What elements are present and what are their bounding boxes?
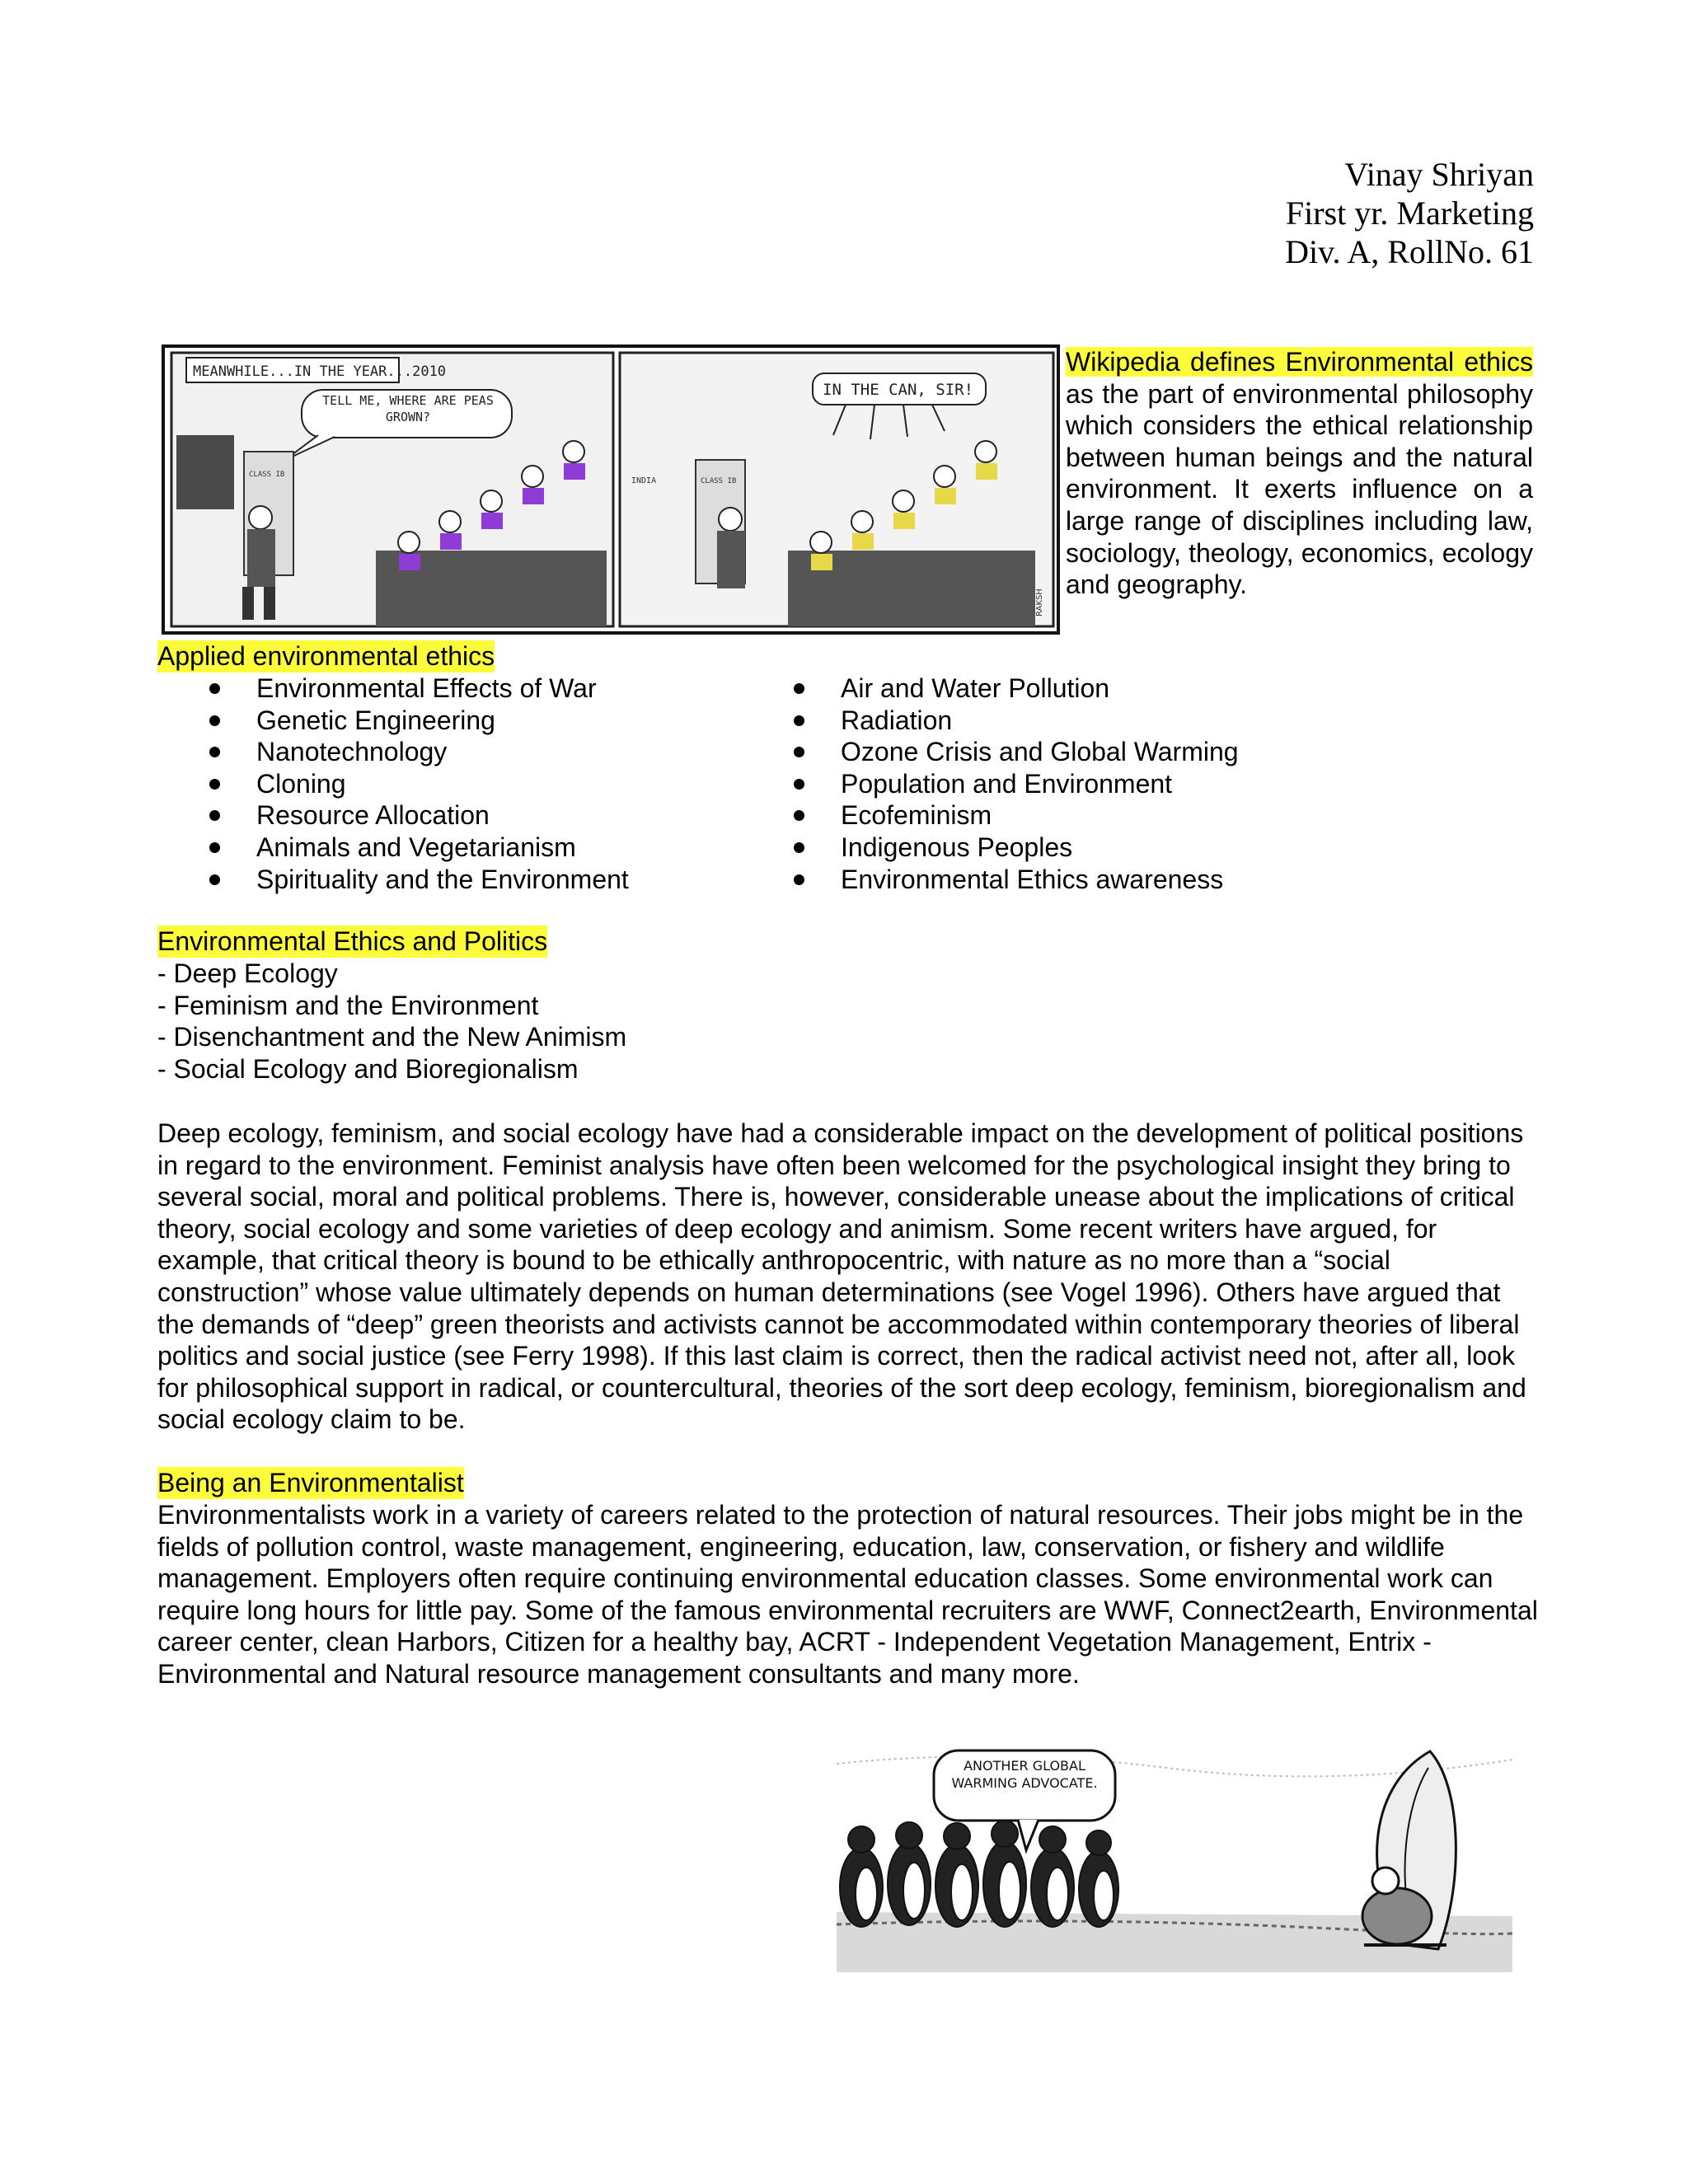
list-item: Ecofeminism [742,799,1239,832]
intro-highlight: Wikipedia defines Environmental ethics [1066,347,1533,377]
penguin-bubble-text: ANOTHER GLOBAL WARMING ADVOCATE. [951,1758,1098,1791]
penguin-cartoon [837,1739,1512,1972]
bullet-icon [794,683,804,694]
politics-heading: Environmental Ethics and Politics [157,926,548,956]
politics-list [157,958,626,1085]
applied-left-list [157,673,629,895]
teacher-bubble-text: TELL ME, WHERE ARE PEAS GROWN? [322,393,494,424]
list-item: Nanotechnology [157,736,629,768]
list-item: Resource Allocation [157,799,629,832]
intro-paragraph [1066,346,1533,601]
list-item: - Social Ecology and Bioregionalism [157,1053,579,1084]
bullet-icon [209,715,220,726]
environmentalist-heading: Being an Environmentalist [157,1468,464,1497]
map-label: INDIA [631,476,657,485]
bullet-icon [794,747,804,757]
politics-paragraph: Deep ecology, feminism, and social ecology have had a considerable impact on the development of political positions in regard to the environment. Feminist analysis have often been welcomed for the psychological insight they bring to several social, moral and political problems. There is, however, considerable unease about the implications of critical theory, social ecology and some varieties of deep ecology and animism. Some recent writers have argued, for example, that critical theory is bound to be ethically anthropocentric, with nature as no more than a “social construction” whose value ultimately depends on human determinations (see Vogel 1996). Others have argued that the demands of “deep” green theorists and activists cannot be accommodated within contemporary theories of liberal politics and social justice (see Ferry 1998). If this last claim is correct, then the radical activist need not, after all, look for philosophical support in radical, or countercultural, theories of the sort deep ecology, feminism, bioregionalism and social ecology claim to be. [157,1118,1526,1435]
door-sign-left: CLASS IB [249,471,285,479]
classroom-cartoon [162,344,1060,635]
bullet-icon [209,779,220,790]
bullet-icon [794,810,804,821]
intro-text: as the part of environmental philosophy which considers the ethical relationship between human beings and the natural environment. It exerts influence on a large range of disciplines including law, sociology, theology, economics, ecology and geography. [1066,378,1533,600]
applied-ethics-heading: Applied environmental ethics [157,641,495,671]
author-program: First yr. Marketing [1285,194,1534,232]
author-block [1285,155,1534,271]
list-item: Radiation [742,705,1239,737]
bullet-icon [794,779,804,790]
applied-right-list [742,673,1239,895]
environmentalist-paragraph: Environmentalists work in a variety of careers related to the protection of natural resources. Their jobs might be in the fields of pollution control, waste management, engineering, education, law, conservation, or fishery and wildlife management. Employers often require continuing environmental education classes. Some environmental work can require long hours for little pay. Some of the famous environmental recruiters are WWF, Connect2earth, Environmental career center, clean Harbors, Citizen for a healthy bay, ACRT - Independent Vegetation Management, Entrix - Environmental and Natural resource management consultants and many more. [157,1500,1538,1689]
list-item: Spirituality and the Environment [157,864,629,896]
cartoon-signature: RAKSH [1035,588,1044,616]
list-item: Environmental Effects of War [157,673,629,705]
list-item: - Feminism and the Environment [157,990,539,1020]
list-item: Air and Water Pollution [742,673,1239,705]
class-bubble-text: IN THE CAN, SIR! [823,381,974,399]
list-item: Genetic Engineering [157,705,629,737]
author-division: Div. A, RollNo. 61 [1285,233,1534,270]
bullet-icon [794,842,804,853]
list-item: - Disenchantment and the New Animism [157,1022,627,1052]
door-sign-right: CLASS IB [701,477,737,485]
bullet-icon [209,874,220,885]
list-item: Animals and Vegetarianism [157,832,629,864]
list-item: Cloning [157,768,629,800]
list-item: Population and Environment [742,768,1239,800]
bullet-icon [794,715,804,726]
list-item: - Deep Ecology [157,958,338,988]
list-item: Indigenous Peoples [742,832,1239,864]
cartoon-caption: MEANWHILE...IN THE YEAR...2010 [193,363,447,380]
bullet-icon [209,810,220,821]
bullet-icon [209,683,220,694]
list-item: Environmental Ethics awareness [742,864,1239,896]
bullet-icon [209,842,220,853]
author-name: Vinay Shriyan [1344,156,1534,193]
bullet-icon [209,747,220,757]
list-item: Ozone Crisis and Global Warming [742,736,1239,768]
bullet-icon [794,874,804,885]
